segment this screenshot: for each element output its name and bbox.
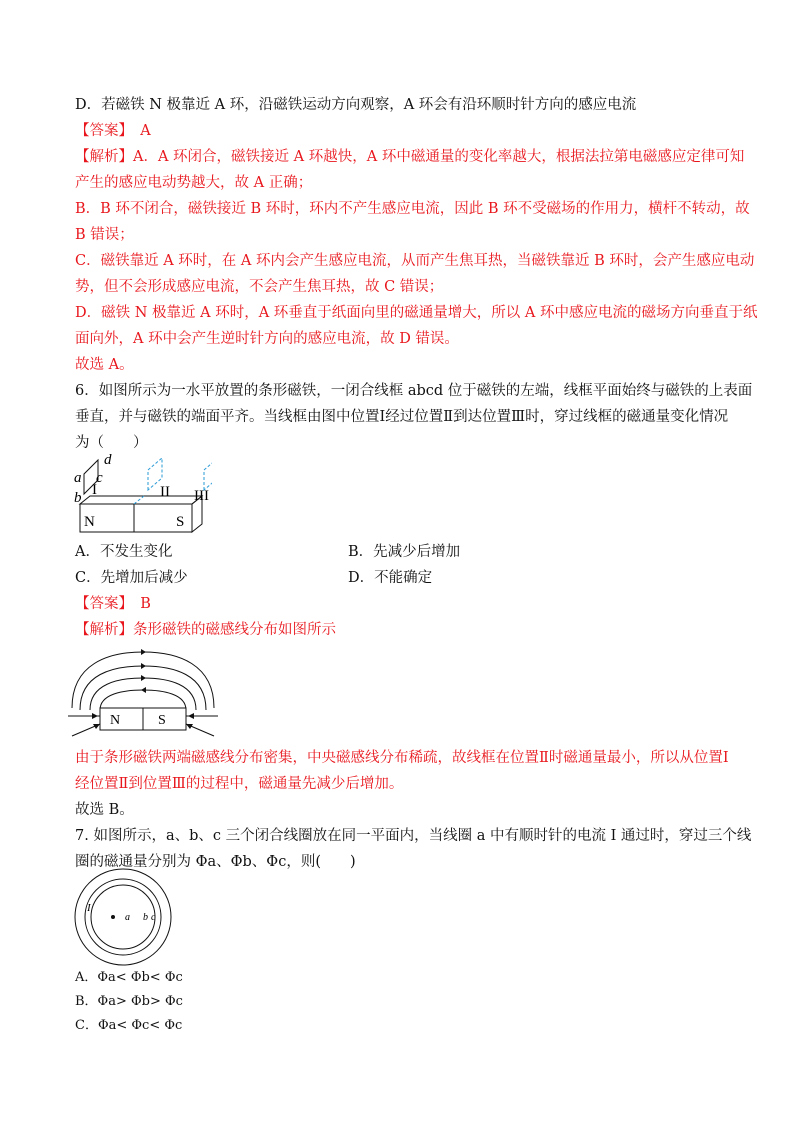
- q7-stem-line: 圈的磁通量分别为 Φa、Φb、Φc，则( ): [75, 854, 356, 870]
- q5-answer: 【答案】 A: [75, 123, 151, 139]
- q6-answer: 【答案】 B: [75, 596, 151, 612]
- label-position-2: II: [160, 484, 170, 500]
- label-s-pole: S: [176, 514, 185, 530]
- q5-analysis-line: B 错误；: [75, 227, 134, 243]
- q5-analysis-line: D．磁铁 N 极靠近 A 环时，A 环垂直于纸面向里的磁通量增大，所以 A 环中感应电流的磁场方向垂直于纸: [75, 305, 758, 321]
- label-c: c: [96, 470, 103, 486]
- q5-conclusion: 故选 A。: [75, 357, 134, 373]
- label-coil-a: a: [125, 912, 130, 923]
- label-coil-c: c: [151, 912, 156, 923]
- q5-analysis-line: 产生的感应电动势越大，故 A 正确；: [75, 175, 313, 191]
- q7-coils-figure: [73, 867, 173, 967]
- q6-option-c: C．先增加后减少: [75, 570, 188, 586]
- q6-field-lines-figure: [68, 648, 218, 743]
- label-coil-b: b: [143, 912, 148, 923]
- q5-option-d: D．若磁铁 N 极靠近 A 环，沿磁铁运动方向观察，A 环会有沿环顺时针方向的感应电流: [75, 97, 637, 113]
- q7-option-b: B．Φa> Φb> Φc: [75, 994, 183, 1009]
- q6-stem-line: 为（ ）: [75, 435, 148, 451]
- q5-analysis-line: 【解析】A．A 环闭合，磁铁接近 A 环越快，A 环中磁通量的变化率越大，根据法拉第电磁感应定律可知: [75, 149, 745, 165]
- q5-analysis-line: C．磁铁靠近 A 环时，在 A 环内会产生感应电流，从而产生焦耳热，当磁铁靠近 B 环时，会产生感应电动: [75, 253, 755, 269]
- q6-magnet-figure: [72, 452, 212, 542]
- q6-option-a: A．不发生变化: [75, 544, 173, 560]
- q6-option-d: D．不能确定: [348, 570, 433, 586]
- label-n-pole: N: [84, 514, 95, 530]
- q5-analysis-line: B．B 环不闭合，磁铁接近 B 环时，环内不产生感应电流，因此 B 环不受磁场的作用力，横杆不转动，故: [75, 201, 750, 217]
- label-n-pole: N: [110, 713, 121, 728]
- q6-analysis-line: 经位置Ⅱ到位置Ⅲ的过程中，磁通量先减少后增加。: [75, 776, 404, 792]
- q6-option-b: B．先减少后增加: [348, 544, 461, 560]
- label-position-1: I: [92, 482, 97, 498]
- label-a: a: [74, 470, 82, 486]
- label-s-pole: S: [158, 713, 166, 728]
- q7-option-a: A．Φa< Φb< Φc: [75, 970, 183, 985]
- q6-stem-line: 6．如图所示为一水平放置的条形磁铁，一闭合线框 abcd 位于磁铁的左端，线框平面始终与磁铁的上表面: [75, 383, 753, 399]
- q5-analysis-line: 势，但不会形成感应电流，不会产生焦耳热，故 C 错误；: [75, 279, 444, 295]
- label-d: d: [104, 452, 112, 468]
- label-position-3: III: [194, 488, 209, 504]
- label-current-i: I: [87, 902, 91, 914]
- q6-conclusion: 故选 B。: [75, 802, 134, 818]
- label-b: b: [74, 490, 82, 506]
- q6-stem-line: 垂直，并与磁铁的端面平齐。当线框由图中位置Ⅰ经过位置Ⅱ到达位置Ⅲ时，穿过线框的磁通量变化情况: [75, 409, 729, 425]
- q7-stem-line: 7. 如图所示，a、b、c 三个闭合线圈放在同一平面内，当线圈 a 中有顺时针的电流 I 通过时，穿过三个线: [75, 828, 752, 844]
- q6-analysis-line: 由于条形磁铁两端磁感线分布密集，中央磁感线分布稀疏，故线框在位置Ⅱ时磁通量最小，所以从位置Ⅰ: [75, 750, 729, 766]
- q7-option-c: C．Φa< Φc< Φc: [75, 1018, 183, 1033]
- q6-analysis-intro: 【解析】条形磁铁的磁感线分布如图所示: [75, 622, 336, 638]
- q5-analysis-line: 面向外，A 环中会产生逆时针方向的感应电流，故 D 错误。: [75, 331, 459, 347]
